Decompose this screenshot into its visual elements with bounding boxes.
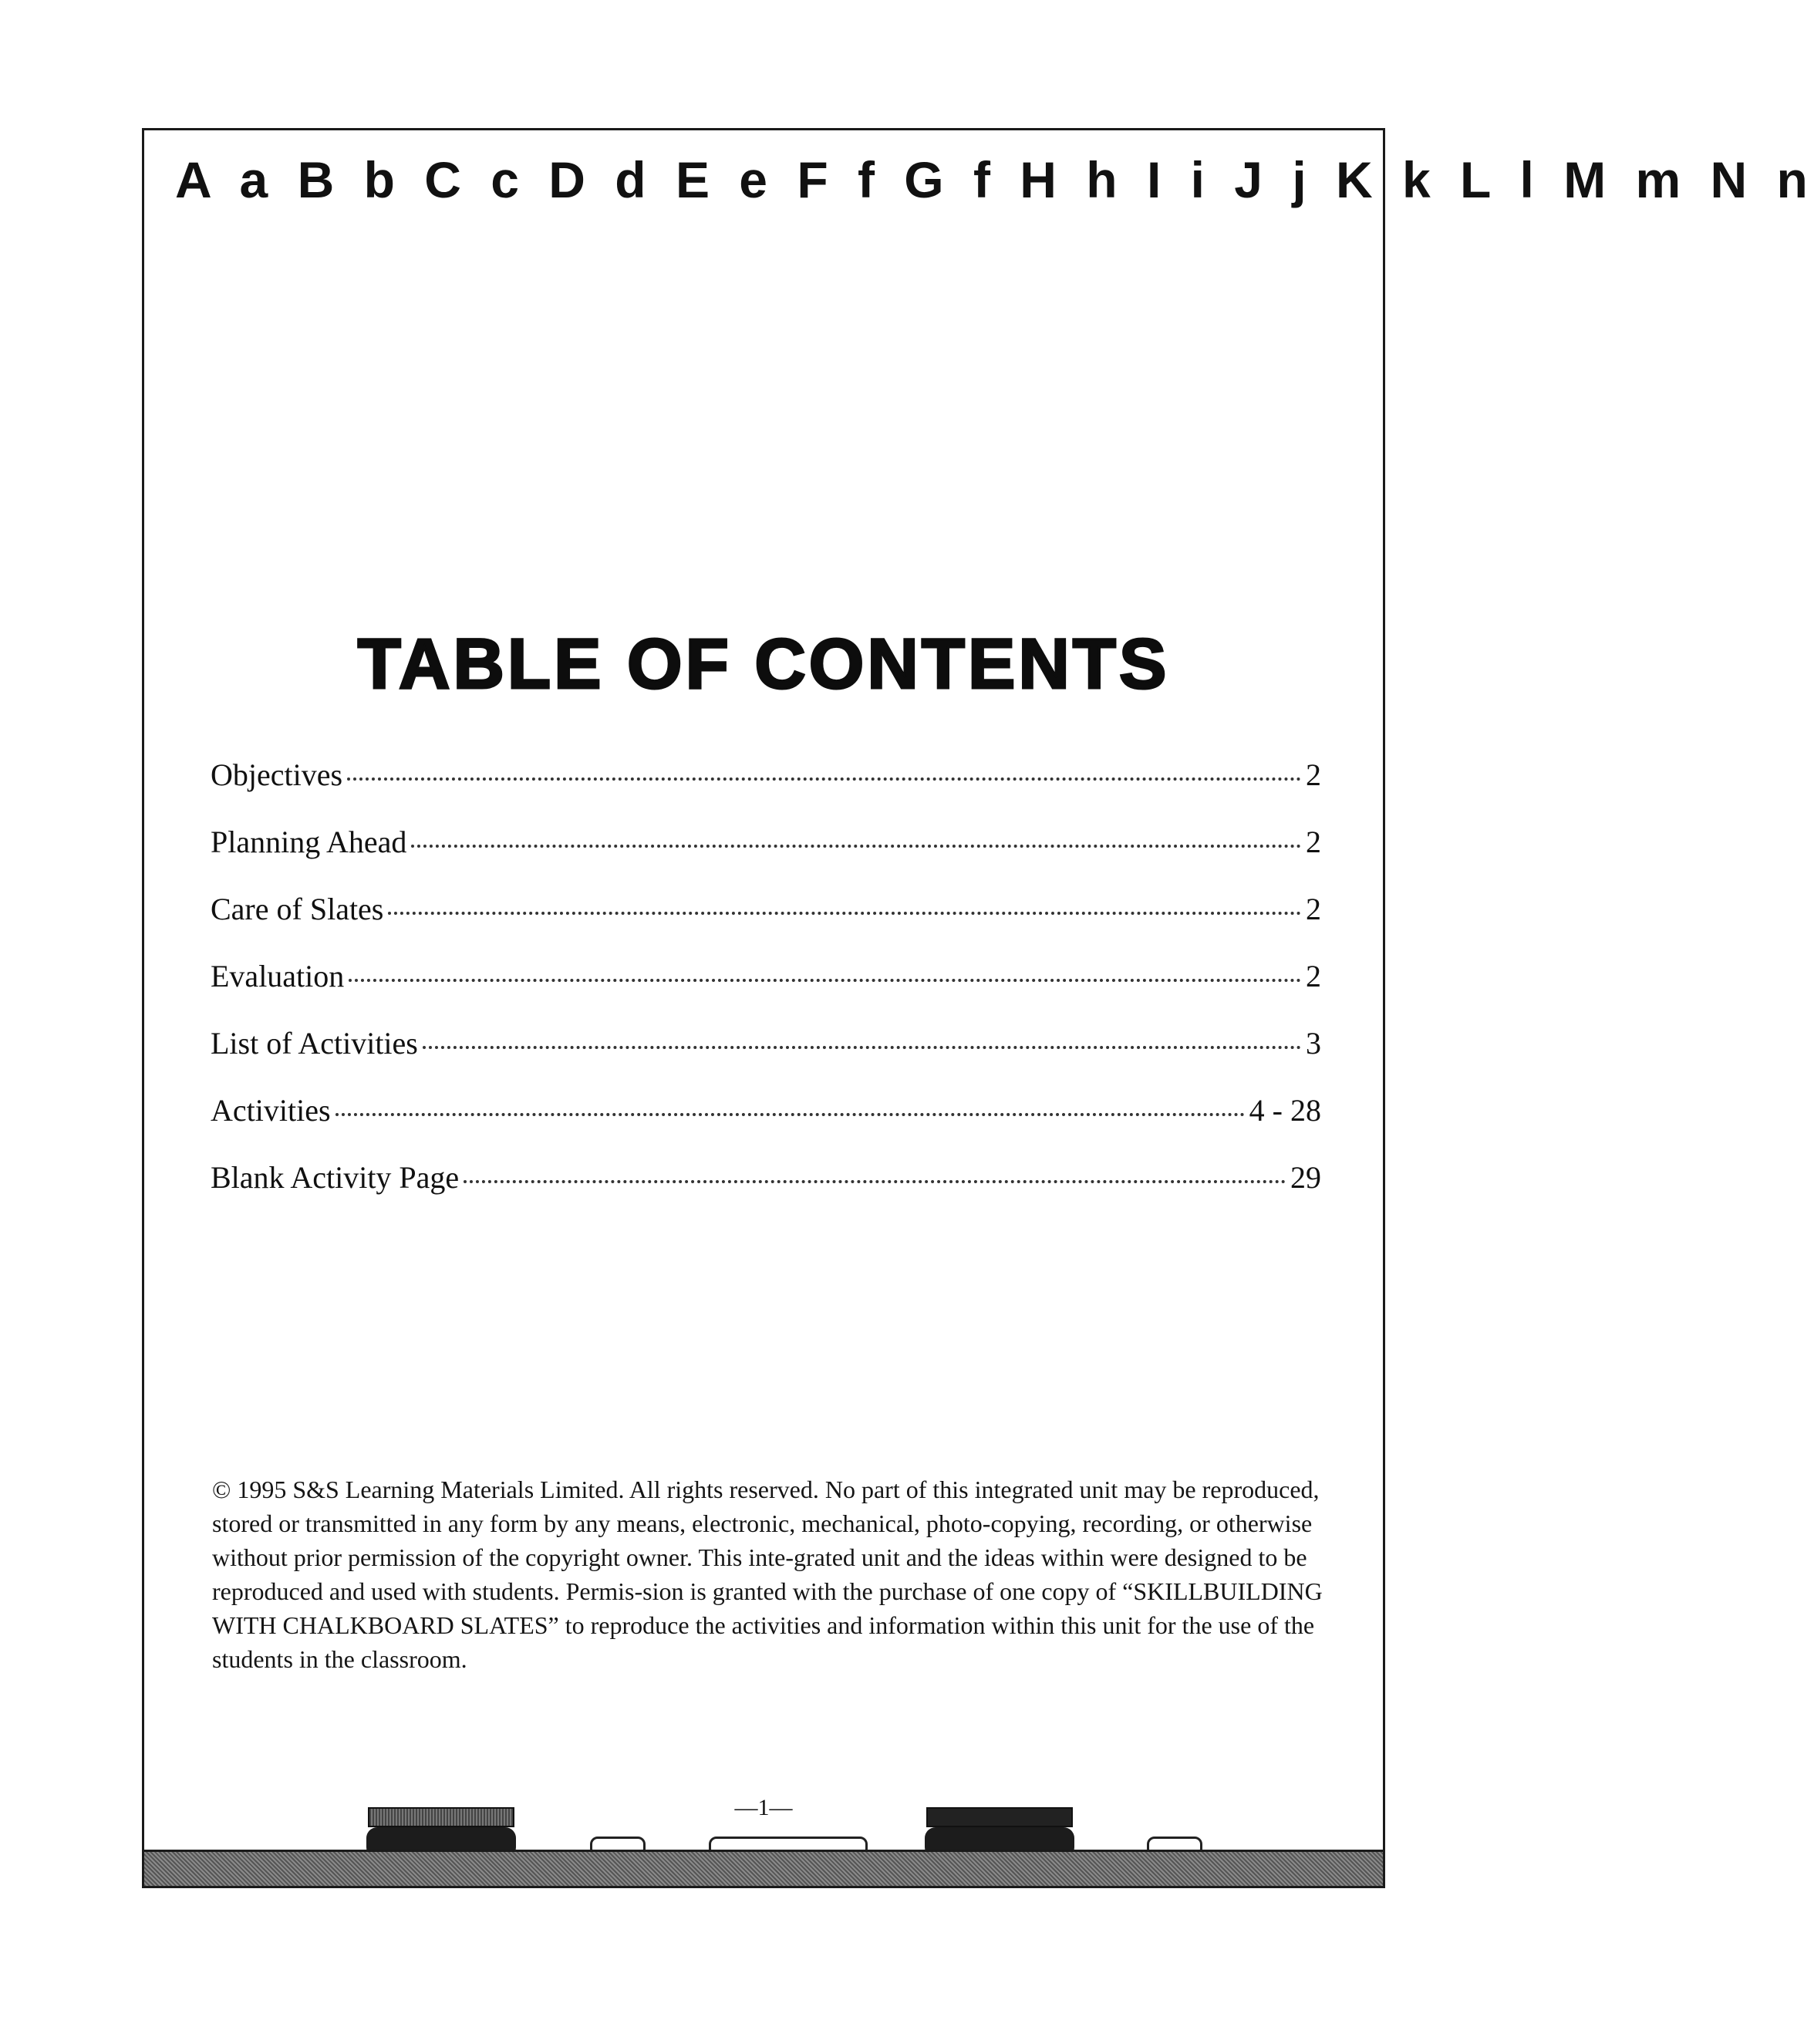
toc-entry-activities	[211, 1092, 1321, 1159]
eraser-top	[926, 1807, 1073, 1827]
page-number: —1—	[734, 1795, 793, 1820]
toc-entry-page: 3	[1306, 1026, 1321, 1061]
copyright-notice: © 1995 S&S Learning Materials Limited. All rights reserved. No part of this integrated unit may be reproduced, stored or transmitted in any form by any means, electronic, mechanical, photo-copying, recording, or otherwise without prior permission of the copyright owner. This inte-grated unit and the ideas within were designed to be reproduced and used with students. Permis-sion is granted with the purchase of one copy of “SKILLBUILDING WITH CHALKBOARD SLATES” to reproduce the activities and information within this unit for the use of the students in the classroom.	[212, 1476, 1323, 1673]
toc-entry-label: Care of Slates	[211, 892, 384, 926]
toc-entry-label: Objectives	[211, 757, 343, 792]
toc-entry-page: 2	[1306, 825, 1321, 859]
dot-leader	[347, 777, 1301, 781]
toc-entry-label: Evaluation	[211, 959, 345, 993]
toc-entry-care-of-slates	[211, 891, 1321, 958]
chalk-ledge	[144, 1850, 1383, 1886]
toc-list	[211, 757, 1321, 1226]
toc-entry-label: Planning Ahead	[211, 825, 407, 859]
toc-entry-label: List of Activities	[211, 1026, 418, 1061]
chalkboard-frame	[142, 128, 1814, 1888]
dot-leader	[388, 912, 1301, 915]
alphabet-header: A a B b C c D d E e F f G f H h I i J j K k L l M m N n	[175, 151, 1814, 208]
toc-entry-page: 2	[1306, 757, 1321, 792]
toc-entry-page: 2	[1306, 892, 1321, 926]
eraser-top	[368, 1807, 514, 1827]
toc-entry-page: 29	[1290, 1160, 1321, 1195]
dot-leader	[335, 1113, 1245, 1116]
toc-entry-list-of-activities	[211, 1025, 1321, 1092]
dot-leader	[464, 1180, 1286, 1183]
toc-entry-label: Blank Activity Page	[211, 1160, 460, 1195]
toc-entry-evaluation	[211, 958, 1321, 1025]
toc-entry-label: Activities	[211, 1093, 331, 1128]
toc-entry-page: 4 - 28	[1249, 1093, 1321, 1128]
dot-leader	[349, 979, 1301, 982]
dot-leader	[411, 845, 1301, 848]
page-title: TABLE OF CONTENTS	[357, 625, 1170, 703]
toc-entry-page: 2	[1306, 959, 1321, 993]
toc-entry-planning-ahead	[211, 824, 1321, 891]
toc-entry-objectives	[211, 757, 1321, 824]
toc-entry-blank-activity-page	[211, 1159, 1321, 1226]
dot-leader	[423, 1046, 1301, 1049]
